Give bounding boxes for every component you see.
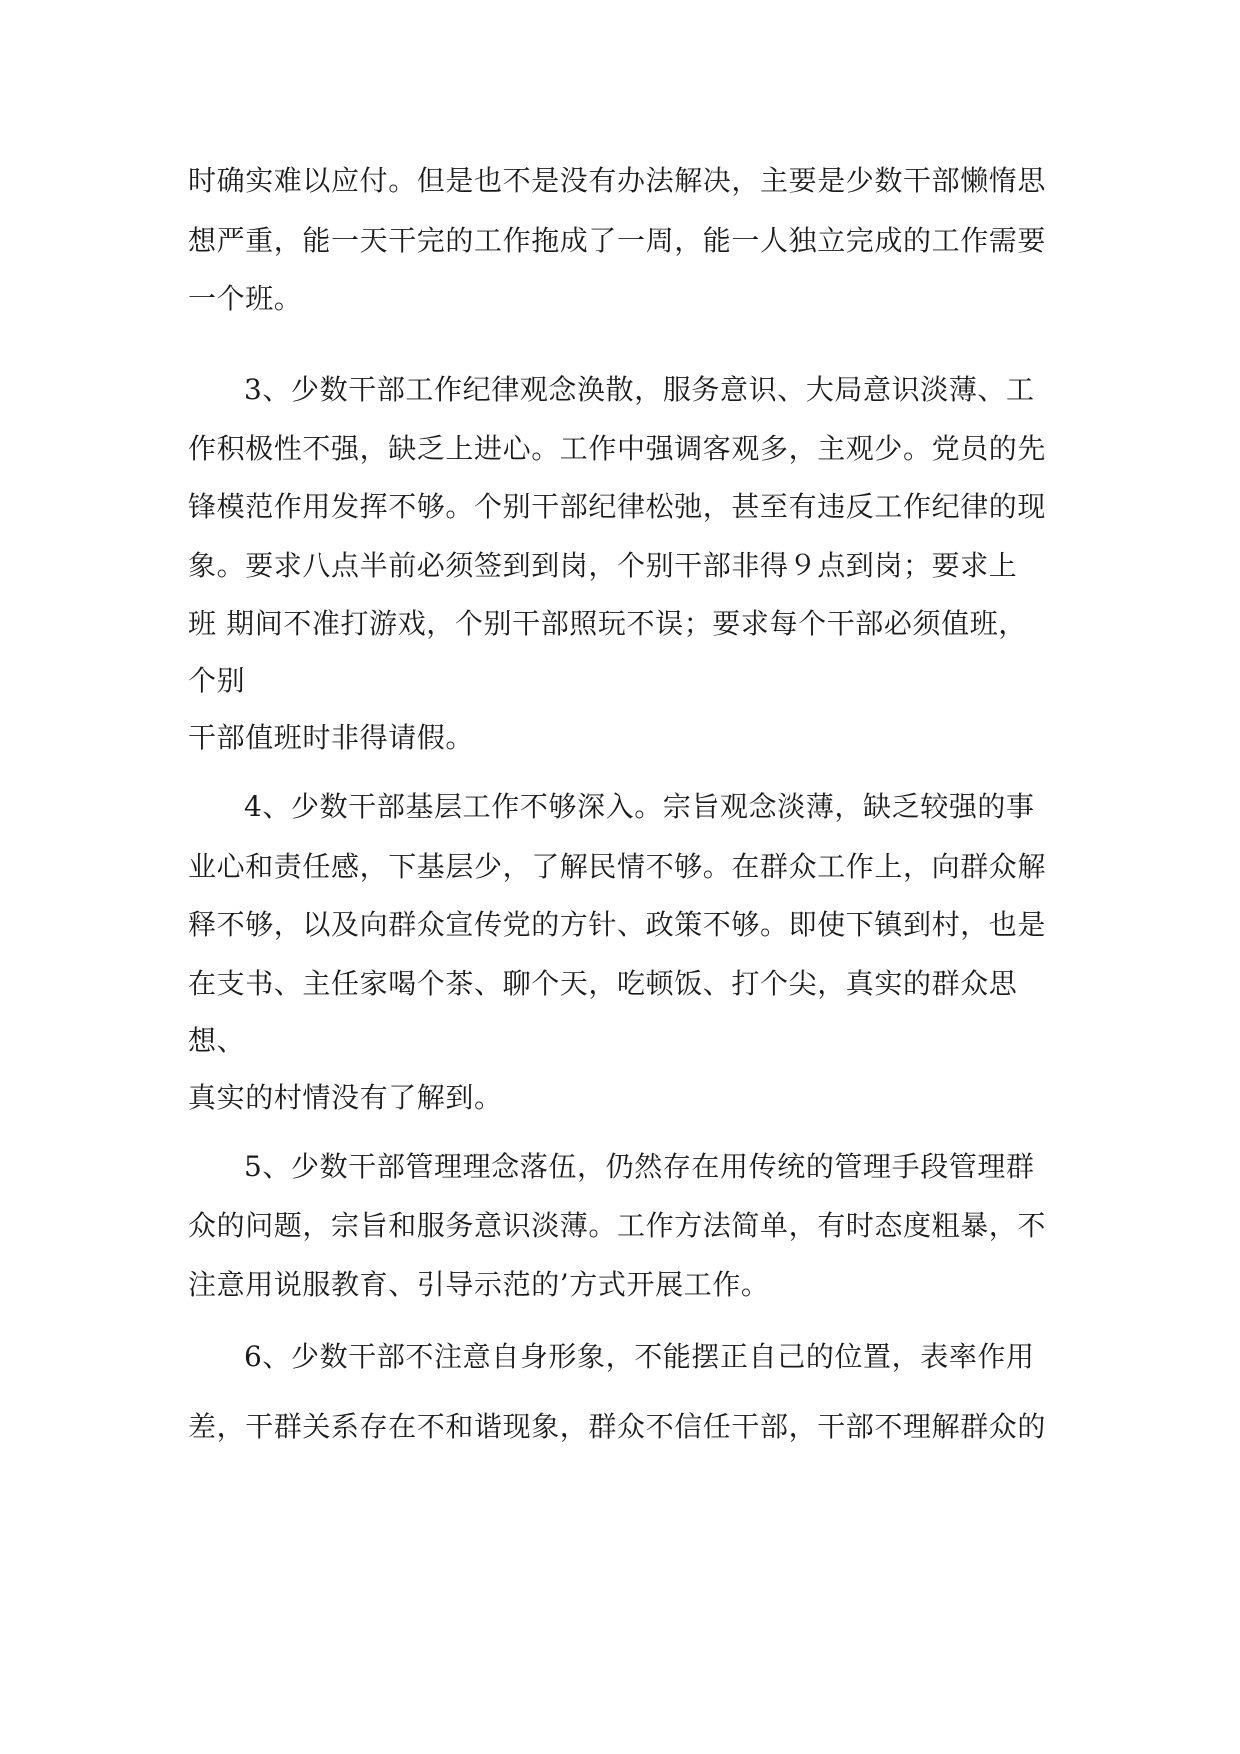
text-line: 作积极性不强，缺乏上进心。工作中强调客观多，主观少。党员的先 <box>188 432 1047 465</box>
text-line: 班 期间不准打游戏，个别干部照玩不误；要求每个干部必须值班， <box>188 607 1027 640</box>
text-line: 真实的村情没有了解到。 <box>188 1081 503 1114</box>
paragraph-start: 5、少数干部管理理念落伍，仍然存在用传统的管理手段管理群 <box>244 1150 1035 1183</box>
text-line: 在支书、主任家喝个茶、聊个天，吃顿饭、打个尖，真实的群众思 <box>188 967 1018 1000</box>
text-line: 注意用说服教育、引导示范的’方式开展工作。 <box>188 1268 770 1301</box>
text-line: 锋模范作用发挥不够。个别干部纪律松弛，甚至有违反工作纪律的现 <box>188 490 1047 523</box>
paragraph-start: 4、少数干部基层工作不够深入。宗旨观念淡薄，缺乏较强的事 <box>244 790 1035 823</box>
text-line: 想、 <box>188 1024 246 1057</box>
text-line: 一个班。 <box>188 282 303 315</box>
text-line: 象。要求八点半前必须签到到岗，个别干部非得９点到岗；要求上 <box>188 549 1018 582</box>
paragraph-start: 6、少数干部不注意自身形象，不能摆正自己的位置，表率作用 <box>244 1340 1035 1373</box>
text-line: 个别 <box>188 664 246 697</box>
text-line: 时确实难以应付。但是也不是没有办法解决，主要是少数干部懒惰思 <box>188 164 1047 197</box>
text-line: 想严重，能一天干完的工作拖成了一周，能一人独立完成的工作需要 <box>188 224 1047 257</box>
text-line: 差，干群关系存在不和谐现象，群众不信任干部，干部不理解群众的 <box>188 1410 1047 1443</box>
text-line: 业心和责任感，下基层少，了解民情不够。在群众工作上，向群众解 <box>188 850 1047 883</box>
text-line: 众的问题，宗旨和服务意识淡薄。工作方法简单，有时态度粗暴，不 <box>188 1209 1047 1242</box>
text-line: 释不够，以及向群众宣传党的方针、政策不够。即使下镇到村，也是 <box>188 908 1047 941</box>
text-line: 干部值班时非得请假。 <box>188 721 475 754</box>
paragraph-start: 3、少数干部工作纪律观念涣散，服务意识、大局意识淡薄、工 <box>244 373 1035 406</box>
